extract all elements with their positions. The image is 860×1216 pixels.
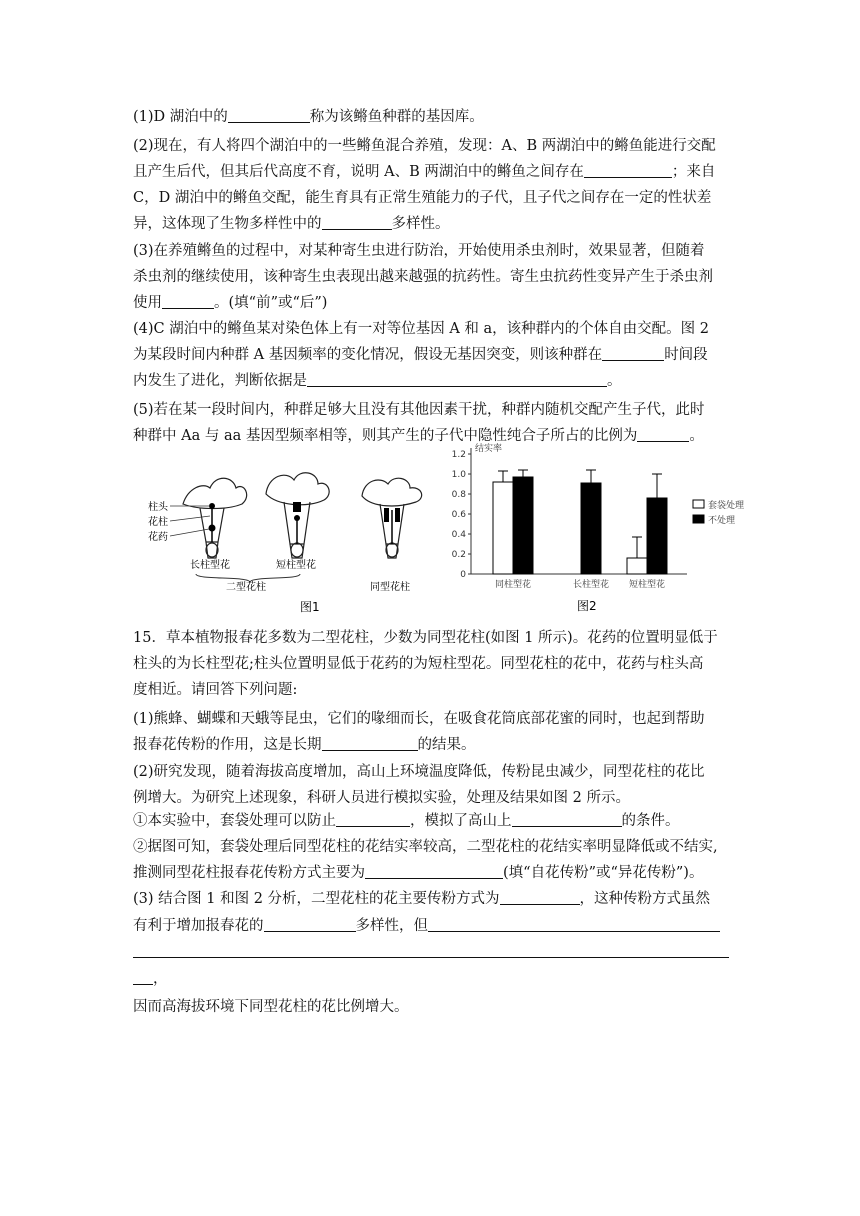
x-tick-label: 同柱型花 — [494, 580, 532, 590]
short-stigma-dot — [294, 515, 300, 521]
legend-label: 套袋处理 — [708, 501, 745, 511]
bar-untreated — [647, 498, 667, 574]
y-tick-label: 0.2 — [451, 550, 466, 560]
legend-swatch — [693, 515, 704, 523]
figure1-flower-diagram — [148, 466, 438, 616]
answer-blank[interactable] — [512, 811, 622, 827]
q15-part2-item2-line1: ②据图可知，套袋处理后同型花柱的花结实率较高，二型花柱的花结实率明显降低或不结实, — [133, 839, 718, 855]
answer-blank[interactable] — [264, 916, 356, 932]
q14-part3-line2: 杀虫剂的继续使用，该种寄生虫表现出越来越强的抗药性。寄生虫抗药性变异产生于杀虫剂 — [133, 269, 713, 285]
q14-part2-line4: 异，这体现了生物多样性中的 多样性。 — [133, 216, 450, 232]
bar-bagged — [493, 482, 513, 574]
x-tick-label: 短柱型花 — [628, 580, 666, 590]
y-tick-label: 0.6 — [451, 510, 466, 520]
q14-part3-line1: (3)在养殖鳉鱼的过程中，对某种寄生虫进行防治，开始使用杀虫剂时，效果显著，但随着 — [133, 243, 705, 259]
q14-part5-line2: 种群中 Aa 与 aa 基因型频率相等，则其产生的子代中隐性纯合子所占的比例为 。 — [133, 428, 704, 444]
y-tick-label: 1.2 — [451, 450, 466, 460]
y-tick-label: 0 — [460, 570, 466, 580]
q15-part3-line2: 有利于增加报春花的 多样性，但 — [133, 913, 733, 939]
q14-part1: (1)D 湖泊中的 称为该鳉鱼种群的基因库。 — [133, 109, 484, 125]
x-tick-label: 长柱型花 — [572, 580, 610, 590]
q14-part2-line2: 且产生后代，但其后代高度不育，说明 A、B 两湖泊中的鳉鱼之间存在 ；来自 — [133, 164, 716, 180]
q14-part3-line3: 使用 。(填“前”或“后”) — [133, 295, 328, 311]
bar-untreated — [513, 477, 533, 574]
q14-part2-line1: (2)现在，有人将四个湖泊中的一些鳉鱼混合养殖，发现：A、B 两湖泊中的鳉鱼能进行交配 — [133, 138, 716, 154]
q15-part2-item1: ①本实验中，套袋处理可以防止 ，模拟了高山上 的条件。 — [133, 813, 680, 829]
answer-blank[interactable] — [336, 811, 410, 827]
answer-blank-full-line[interactable] — [133, 957, 729, 958]
answer-blank[interactable] — [322, 735, 418, 751]
answer-blank[interactable] — [500, 889, 580, 905]
label-homostyle: 同型花柱 — [370, 582, 410, 593]
q15-part2-line2: 例增大。为研究上述现象，科研人员进行模拟实验，处理及结果如图 2 所示。 — [133, 790, 630, 806]
figure2-fruit-set-chart — [445, 440, 765, 615]
q15-part3-line4: ， — [133, 966, 733, 992]
q14-part2-line3: C，D 湖泊中的鳉鱼交配，能生育具有正常生殖能力的子代，且子代之间存在一定的性状差 — [133, 190, 712, 206]
q14-part4-line3: 内发生了进化，判断依据是 。 — [133, 373, 622, 389]
q15-stem-line3: 度相近。请回答下列问题: — [133, 682, 298, 698]
long-anther-dot — [209, 525, 216, 532]
answer-blank[interactable] — [228, 107, 310, 123]
q15-part3-line1: (3) 结合图 1 和图 2 分析，二型花柱的花主要传粉方式为 ，这种传粉方式虽然 — [133, 891, 711, 907]
label-long-style: 长柱型花 — [190, 560, 230, 571]
q15-part1-line2: 报春花传粉的作用，这是长期 的结果。 — [133, 737, 476, 753]
q15-stem-line2: 柱头的为长柱型花;柱头位置明显低于花药的为短柱型花。同型花柱的花中，花药与柱头高 — [133, 656, 704, 672]
y-tick-label: 0.8 — [451, 490, 466, 500]
answer-blank[interactable] — [365, 863, 503, 879]
answer-blank[interactable] — [133, 969, 153, 985]
figure2-caption: 图2 — [577, 599, 597, 613]
label-dimorphic: 二型花柱 — [226, 582, 266, 593]
q15-part2-line1: (2)研究发现，随着海拔高度增加，高山上环境温度降低，传粉昆虫减少，同型花柱的花比 — [133, 764, 705, 780]
y-tick-label: 0.4 — [451, 530, 466, 540]
label-short-style: 短柱型花 — [276, 560, 316, 571]
q14-part4-line2: 为某段时间内种群 A 基因频率的变化情况，假设无基因突变，则该种群在 时间段 — [133, 347, 708, 363]
short-anther-block — [293, 502, 301, 512]
bar-bagged — [627, 558, 647, 574]
q14-part5-line1: (5)若在某一段时间内，种群足够大且没有其他因素干扰，种群内随机交配产生子代，此时 — [133, 402, 705, 418]
figure1-caption: 图1 — [300, 600, 320, 614]
bar-untreated — [581, 483, 601, 574]
answer-blank[interactable] — [307, 371, 607, 387]
q15-part2-item2-line2: 推测同型花柱报春花传粉方式主要为 (填“自花传粉”或“异花传粉”)。 — [133, 865, 704, 881]
legend-label: 不处理 — [708, 516, 736, 526]
group-brace — [196, 574, 300, 582]
q15-part3-line5: 因而高海拔环境下同型花柱的花比例增大。 — [133, 999, 409, 1015]
answer-blank[interactable] — [322, 214, 392, 230]
label-anther: 花药 — [148, 532, 168, 543]
label-stigma: 柱头 — [148, 502, 168, 513]
y-tick-label: 1.0 — [451, 470, 466, 480]
answer-blank[interactable] — [428, 916, 720, 932]
y-axis-label: 结实率 — [475, 444, 503, 454]
q14-part4-line1: (4)C 湖泊中的鳉鱼某对染色体上有一对等位基因 A 和 a，该种群内的个体自由交配。图 2 — [133, 321, 710, 337]
answer-blank[interactable] — [584, 162, 672, 178]
label-style: 花柱 — [148, 517, 168, 528]
q15-stem-line1: 15．草本植物报春花多数为二型花柱，少数为同型花柱(如图 1 所示)。花药的位置明显低于 — [133, 630, 718, 646]
answer-blank[interactable] — [162, 293, 214, 309]
answer-blank[interactable] — [602, 345, 664, 361]
q15-part1-line1: (1)熊蜂、蝴蝶和天蛾等昆虫，它们的喙细而长，在吸食花筒底部花蜜的同时，也起到帮助 — [133, 711, 705, 727]
legend-swatch — [693, 500, 704, 508]
